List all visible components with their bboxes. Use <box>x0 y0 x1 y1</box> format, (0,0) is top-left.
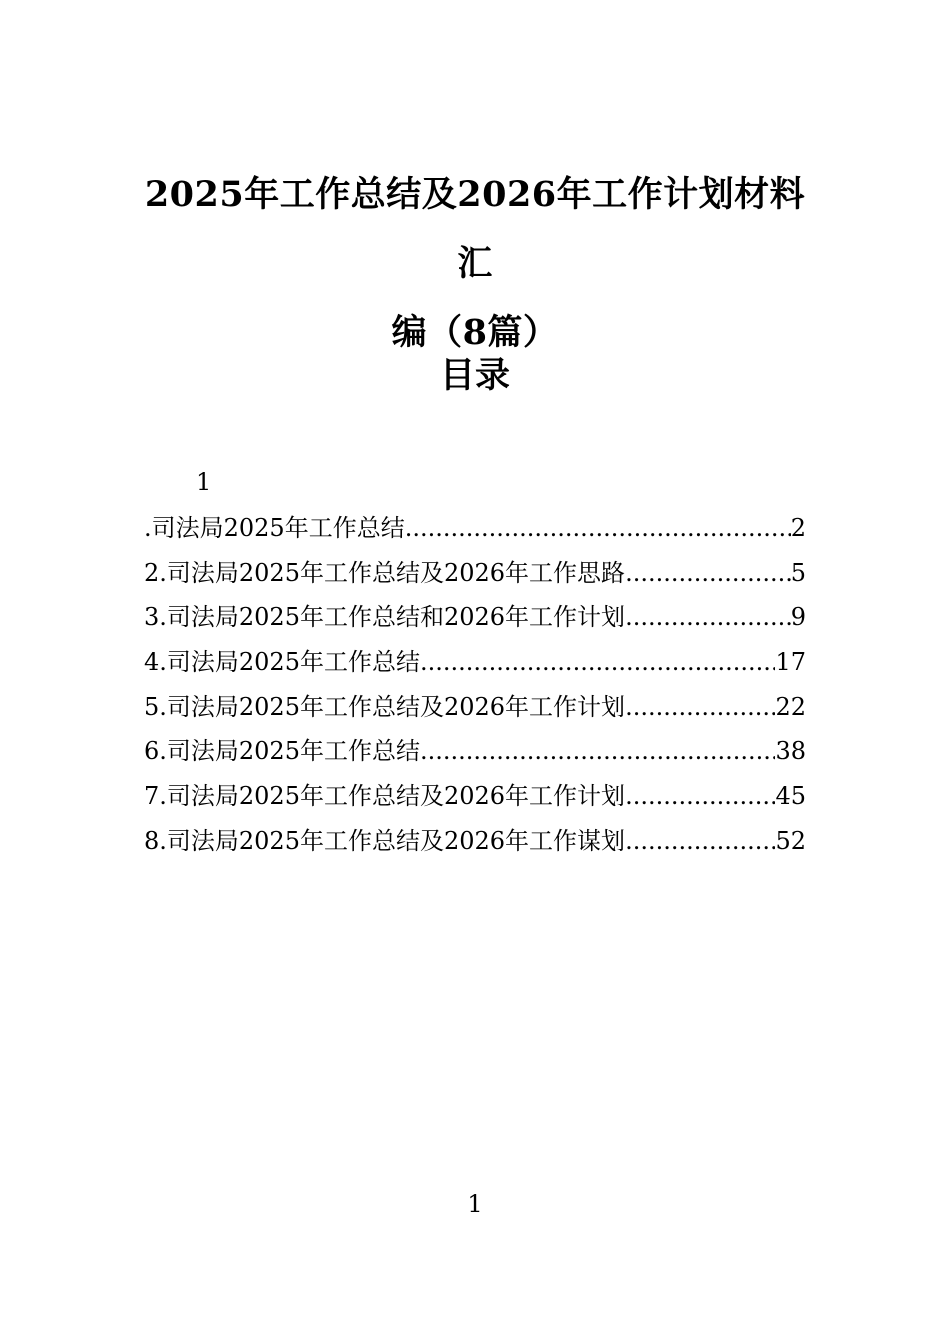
toc-entry[interactable] <box>144 551 806 596</box>
toc-entry-page: 5 <box>790 558 806 587</box>
toc-entry-page: 38 <box>775 737 806 766</box>
toc-dot-leader <box>420 729 775 774</box>
toc-entry[interactable] <box>144 729 806 774</box>
toc-entry-page: 2 <box>790 514 806 542</box>
toc-dot-leader <box>405 506 791 551</box>
toc-dot-leader <box>625 685 775 730</box>
document-title <box>140 160 810 367</box>
toc-entry-page: 22 <box>775 692 806 721</box>
toc-entry[interactable] <box>144 595 806 640</box>
toc-entry[interactable] <box>144 774 806 819</box>
toc-entry[interactable] <box>144 640 806 685</box>
toc-entry[interactable] <box>144 506 806 551</box>
toc-dot-leader <box>625 819 775 864</box>
document-title-line-2: 编（8篇） <box>391 312 559 353</box>
toc-entry-title: 7.司法局2025年工作总结及2026年工作计划 <box>144 782 626 811</box>
toc-dot-leader <box>625 774 775 819</box>
toc-entry-page: 9 <box>790 603 806 632</box>
toc-entry-page: 52 <box>775 826 806 855</box>
toc-entry-title: 2.司法局2025年工作总结及2026年工作思路 <box>144 558 626 587</box>
toc-entry-title: 4.司法局2025年工作总结 <box>144 648 420 677</box>
toc-list <box>144 506 806 864</box>
toc-entry-title: 6.司法局2025年工作总结 <box>144 737 420 766</box>
toc-dot-leader <box>420 640 775 685</box>
toc-entry-title: 3.司法局2025年工作总结和2026年工作计划 <box>144 603 626 632</box>
toc-entry[interactable] <box>144 685 806 730</box>
toc-dot-leader <box>625 551 791 596</box>
toc-entry-title: 5.司法局2025年工作总结及2026年工作计划 <box>144 692 626 721</box>
toc-entry-page: 45 <box>775 782 806 811</box>
toc-entry-page: 17 <box>775 648 806 677</box>
toc-entry[interactable] <box>144 819 806 864</box>
toc-heading: 目录 <box>439 355 510 396</box>
toc-dot-leader <box>625 595 791 640</box>
toc-entry-title: .司法局2025年工作总结 <box>144 514 405 542</box>
toc-entry-title: 8.司法局2025年工作总结及2026年工作谋划 <box>144 826 626 855</box>
page-number: 1 <box>467 1190 483 1218</box>
document-title-line-1: 2025年工作总结及2026年工作计划材料汇 <box>144 174 806 284</box>
toc-stray-number: 1 <box>196 468 212 496</box>
